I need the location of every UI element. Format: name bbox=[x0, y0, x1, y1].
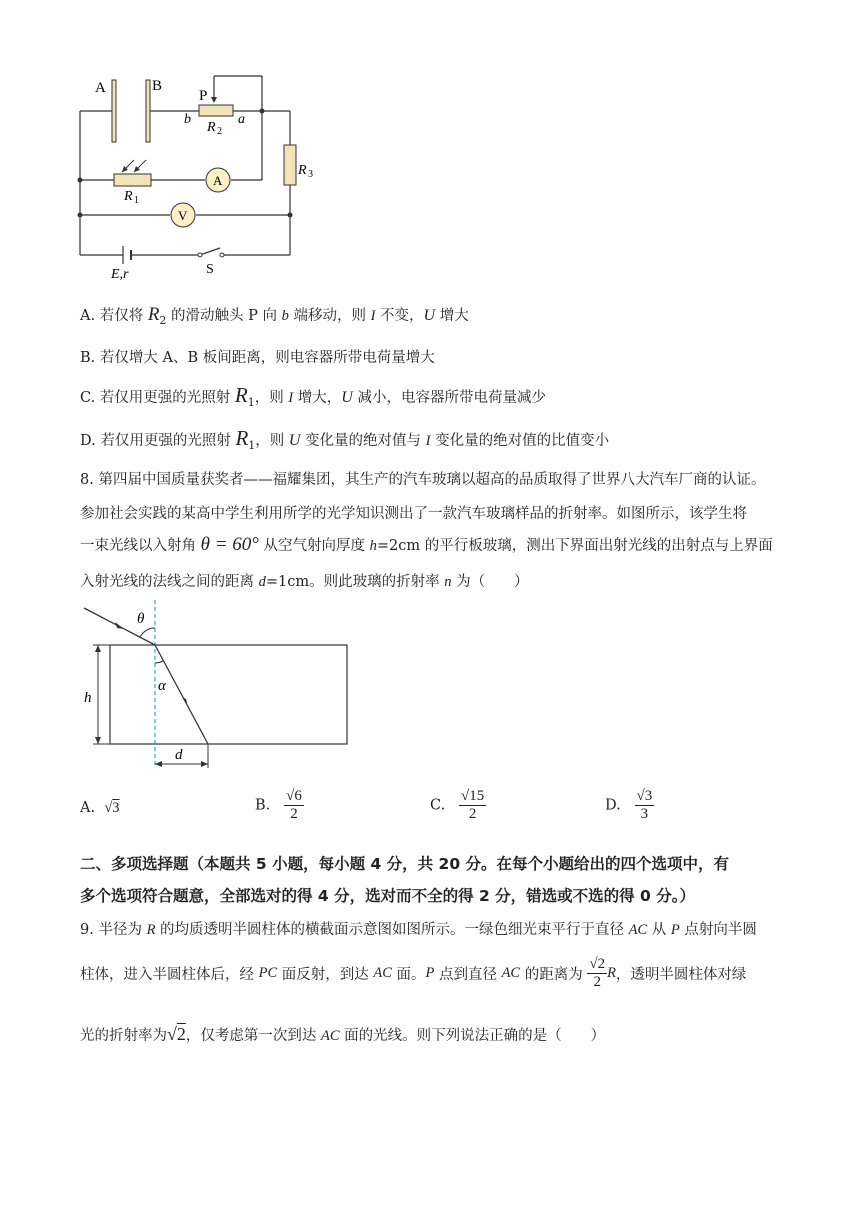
photoresistor-r1 bbox=[114, 174, 151, 186]
q7-option-a: A. 若仅将 $R_2$ 的滑动触头 P 向 b 端移动，则 I 不变，U 增大 bbox=[80, 304, 469, 327]
label-r3: R bbox=[298, 163, 307, 178]
q8-line-1: 8. 第四届中国质量获奖者——福耀集团，其生产的汽车玻璃以超高的品质取得了世界八大汽车厂商的认证。 bbox=[80, 472, 766, 488]
label-h: h bbox=[84, 690, 92, 706]
label-r2-sub: 2 bbox=[217, 126, 222, 137]
q9-line-1: 9. 半径为 R 的均质透明半圆柱体的横截面示意图如图所示。一绿色细光束平行于直径 AC 从 P 点射向半圆 bbox=[80, 922, 757, 938]
label-alpha: α bbox=[158, 678, 166, 694]
q9-line-2: 柱体，进入半圆柱体后，经 PC 面反射，到达 AC 面。P 点到直径 AC 的距离为 $\frac{√2}{2}$ R，透明半圆柱体对绿 bbox=[80, 956, 747, 990]
q8-line-2: 参加社会实践的某高中学生利用所学的光学知识测出了一款汽车玻璃样品的折射率。如图所示，该学生将 bbox=[80, 506, 747, 522]
q8-line-4: 入射光线的法线之间的距离 d=1cm。则此玻璃的折射率 n 为（ ） bbox=[80, 574, 529, 590]
label-b-end: b bbox=[184, 112, 191, 127]
q9-line-3: 光的折射率为√2，仅考虑第一次到达 AC 面的光线。则下列说法正确的是（ ） bbox=[80, 1024, 606, 1044]
glass-slab bbox=[110, 645, 347, 744]
label-voltmeter: V bbox=[178, 208, 188, 223]
q7-option-d: D. 若仅用更强的光照射 $R_1$，则 U 变化量的绝对值与 I 变化量的绝对值的比值变小 bbox=[80, 426, 610, 452]
label-theta: θ bbox=[137, 611, 145, 627]
q8-option-d: D. $\frac{√3}{3}$ bbox=[605, 788, 653, 822]
q7-option-b: B. 若仅增大 A、B 板间距离，则电容器所带电荷量增大 bbox=[80, 350, 435, 366]
label-emf: E,r bbox=[111, 267, 129, 282]
label-r1-sub: 1 bbox=[134, 195, 139, 206]
glass-refraction-figure bbox=[78, 598, 353, 770]
label-p: P bbox=[199, 88, 208, 104]
resistor-r2 bbox=[199, 105, 233, 116]
capacitor-plate-a bbox=[112, 80, 116, 142]
circuit-diagram bbox=[70, 66, 330, 286]
section-heading-line-2: 多个选项符合题意，全部选对的得 4 分，选对而不全的得 2 分，错选或不选的得 0 分。） bbox=[80, 887, 695, 905]
label-a: A bbox=[95, 80, 106, 96]
label-ammeter: A bbox=[213, 173, 223, 188]
slider-arrow bbox=[211, 97, 217, 103]
q8-line-3: 一束光线以入射角 θ = 60° 从空气射向厚度 h=2cm 的平行板玻璃，测出下界面出射光线的出射点与上界面 bbox=[80, 534, 773, 555]
section-heading-line-1: 二、多项选择题（本题共 5 小题，每小题 4 分，共 20 分。在每个小题给出的四个选项中，有 bbox=[80, 855, 730, 873]
q8-option-a: A. √3 bbox=[80, 800, 120, 816]
resistor-r3 bbox=[284, 145, 296, 185]
label-r1: R bbox=[124, 189, 133, 204]
label-d: d bbox=[175, 747, 183, 763]
label-a-end: a bbox=[238, 112, 245, 127]
label-switch: S bbox=[206, 262, 214, 277]
switch-contact bbox=[198, 253, 202, 257]
label-r3-sub: 3 bbox=[308, 169, 313, 180]
q8-option-b: B. $\frac{√6}{2}$ bbox=[255, 788, 302, 822]
q7-option-c: C. 若仅用更强的光照射 $R_1$，则 I 增大，U 减小，电容器所带电荷量减少 bbox=[80, 383, 546, 409]
label-r2: R bbox=[207, 120, 216, 135]
label-b: B bbox=[152, 78, 163, 94]
capacitor-plate-b bbox=[146, 80, 150, 142]
q8-option-c: C. $\frac{√15}{2}$ bbox=[430, 788, 485, 822]
